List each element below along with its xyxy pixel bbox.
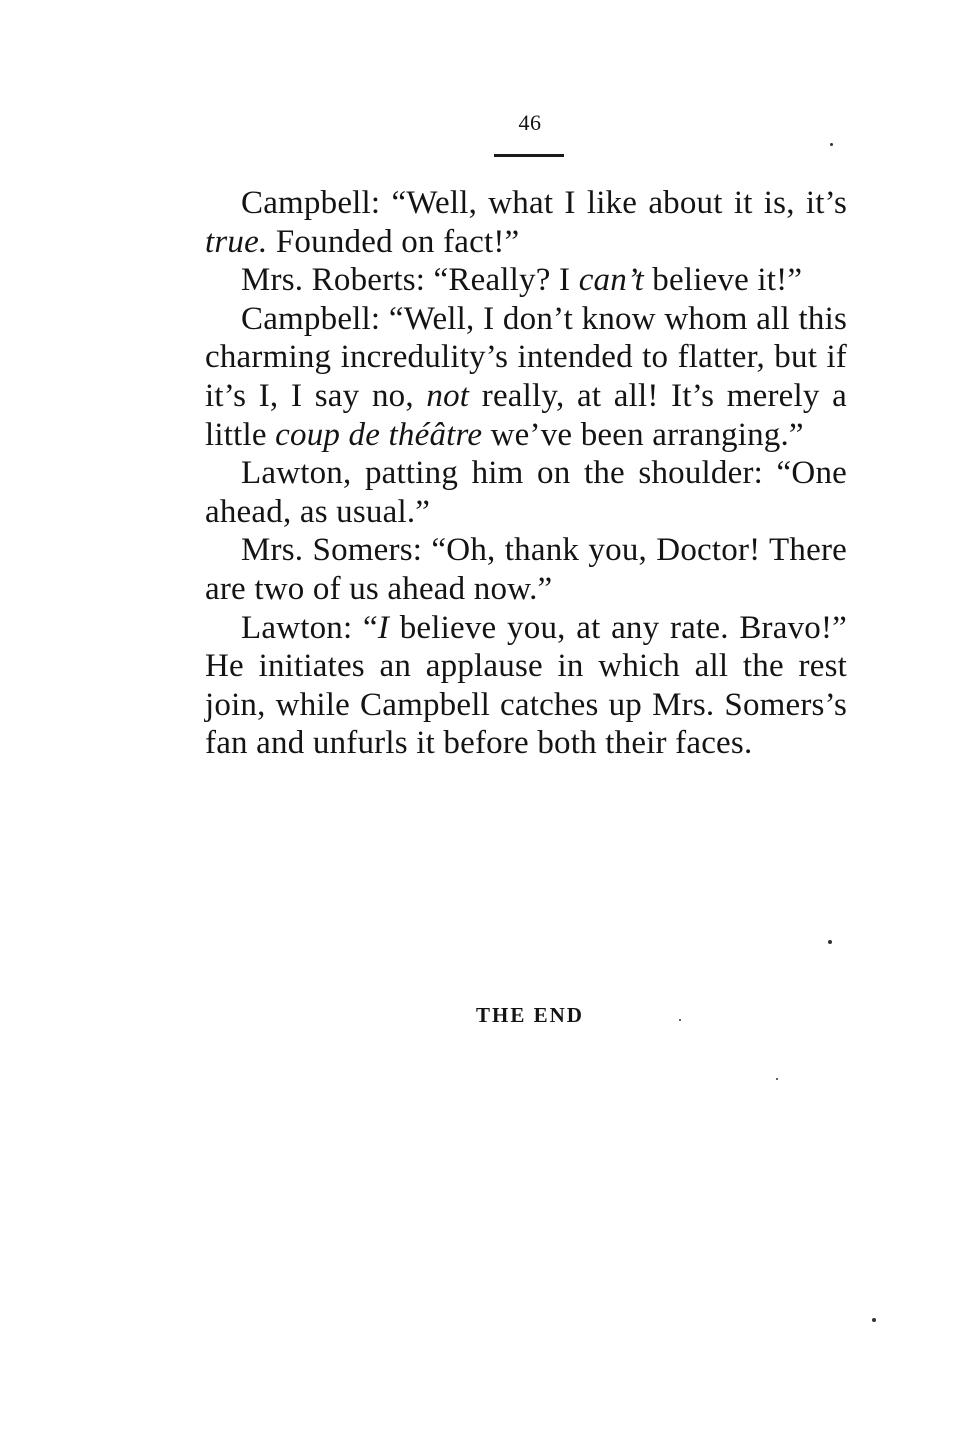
page-number-rule <box>494 154 564 157</box>
text-run: Founded on fact!” <box>267 223 520 260</box>
text-run: believe you, at any rate. Bravo!” He initiates an applause in which all the rest join, while Campbell catches up Mrs. Somers’s fan and unfurls it before both their faces. <box>205 609 848 762</box>
print-speck <box>679 1019 681 1021</box>
text-run: Campbell: “Well, what I like about it is, it’s <box>241 185 847 221</box>
print-speck <box>872 1318 876 1322</box>
italic-text: can’t <box>578 262 644 299</box>
print-speck <box>828 940 832 944</box>
page-number: 46 <box>518 110 542 135</box>
paragraph <box>205 184 847 261</box>
text-run: believe it!” <box>643 262 803 299</box>
paragraph <box>205 609 847 763</box>
text-run: Mrs. Somers: “Oh, thank you, Doctor! There are two of us ahead now.” <box>205 532 847 607</box>
text-run: Lawton: “ <box>241 609 378 646</box>
paragraph <box>205 261 847 300</box>
closing-heading: THE END <box>476 1003 584 1027</box>
print-speck <box>776 1078 778 1080</box>
paragraph <box>205 454 847 531</box>
italic-text: true. <box>205 223 268 260</box>
paragraph <box>205 300 847 454</box>
paragraph <box>205 531 847 608</box>
text-run: Lawton, patting him on the shoulder: “One ahead, as usual.” <box>205 455 847 530</box>
body-text <box>205 184 847 763</box>
italic-text: not <box>426 377 470 414</box>
text-run: Campbell: “Well, I don’t know whom all this charming incredulity’s intended to flatter, but if it’s I, I say no, <box>205 300 847 414</box>
text-run: Mrs. Roberts: “Really? I <box>241 262 579 299</box>
text-run: we’ve been arranging.” <box>482 416 804 453</box>
italic-text: coup de théâtre <box>275 416 483 453</box>
text-run: really, at all! It’s merely a little <box>205 377 847 453</box>
print-speck <box>830 143 833 146</box>
italic-text: I <box>377 609 390 646</box>
